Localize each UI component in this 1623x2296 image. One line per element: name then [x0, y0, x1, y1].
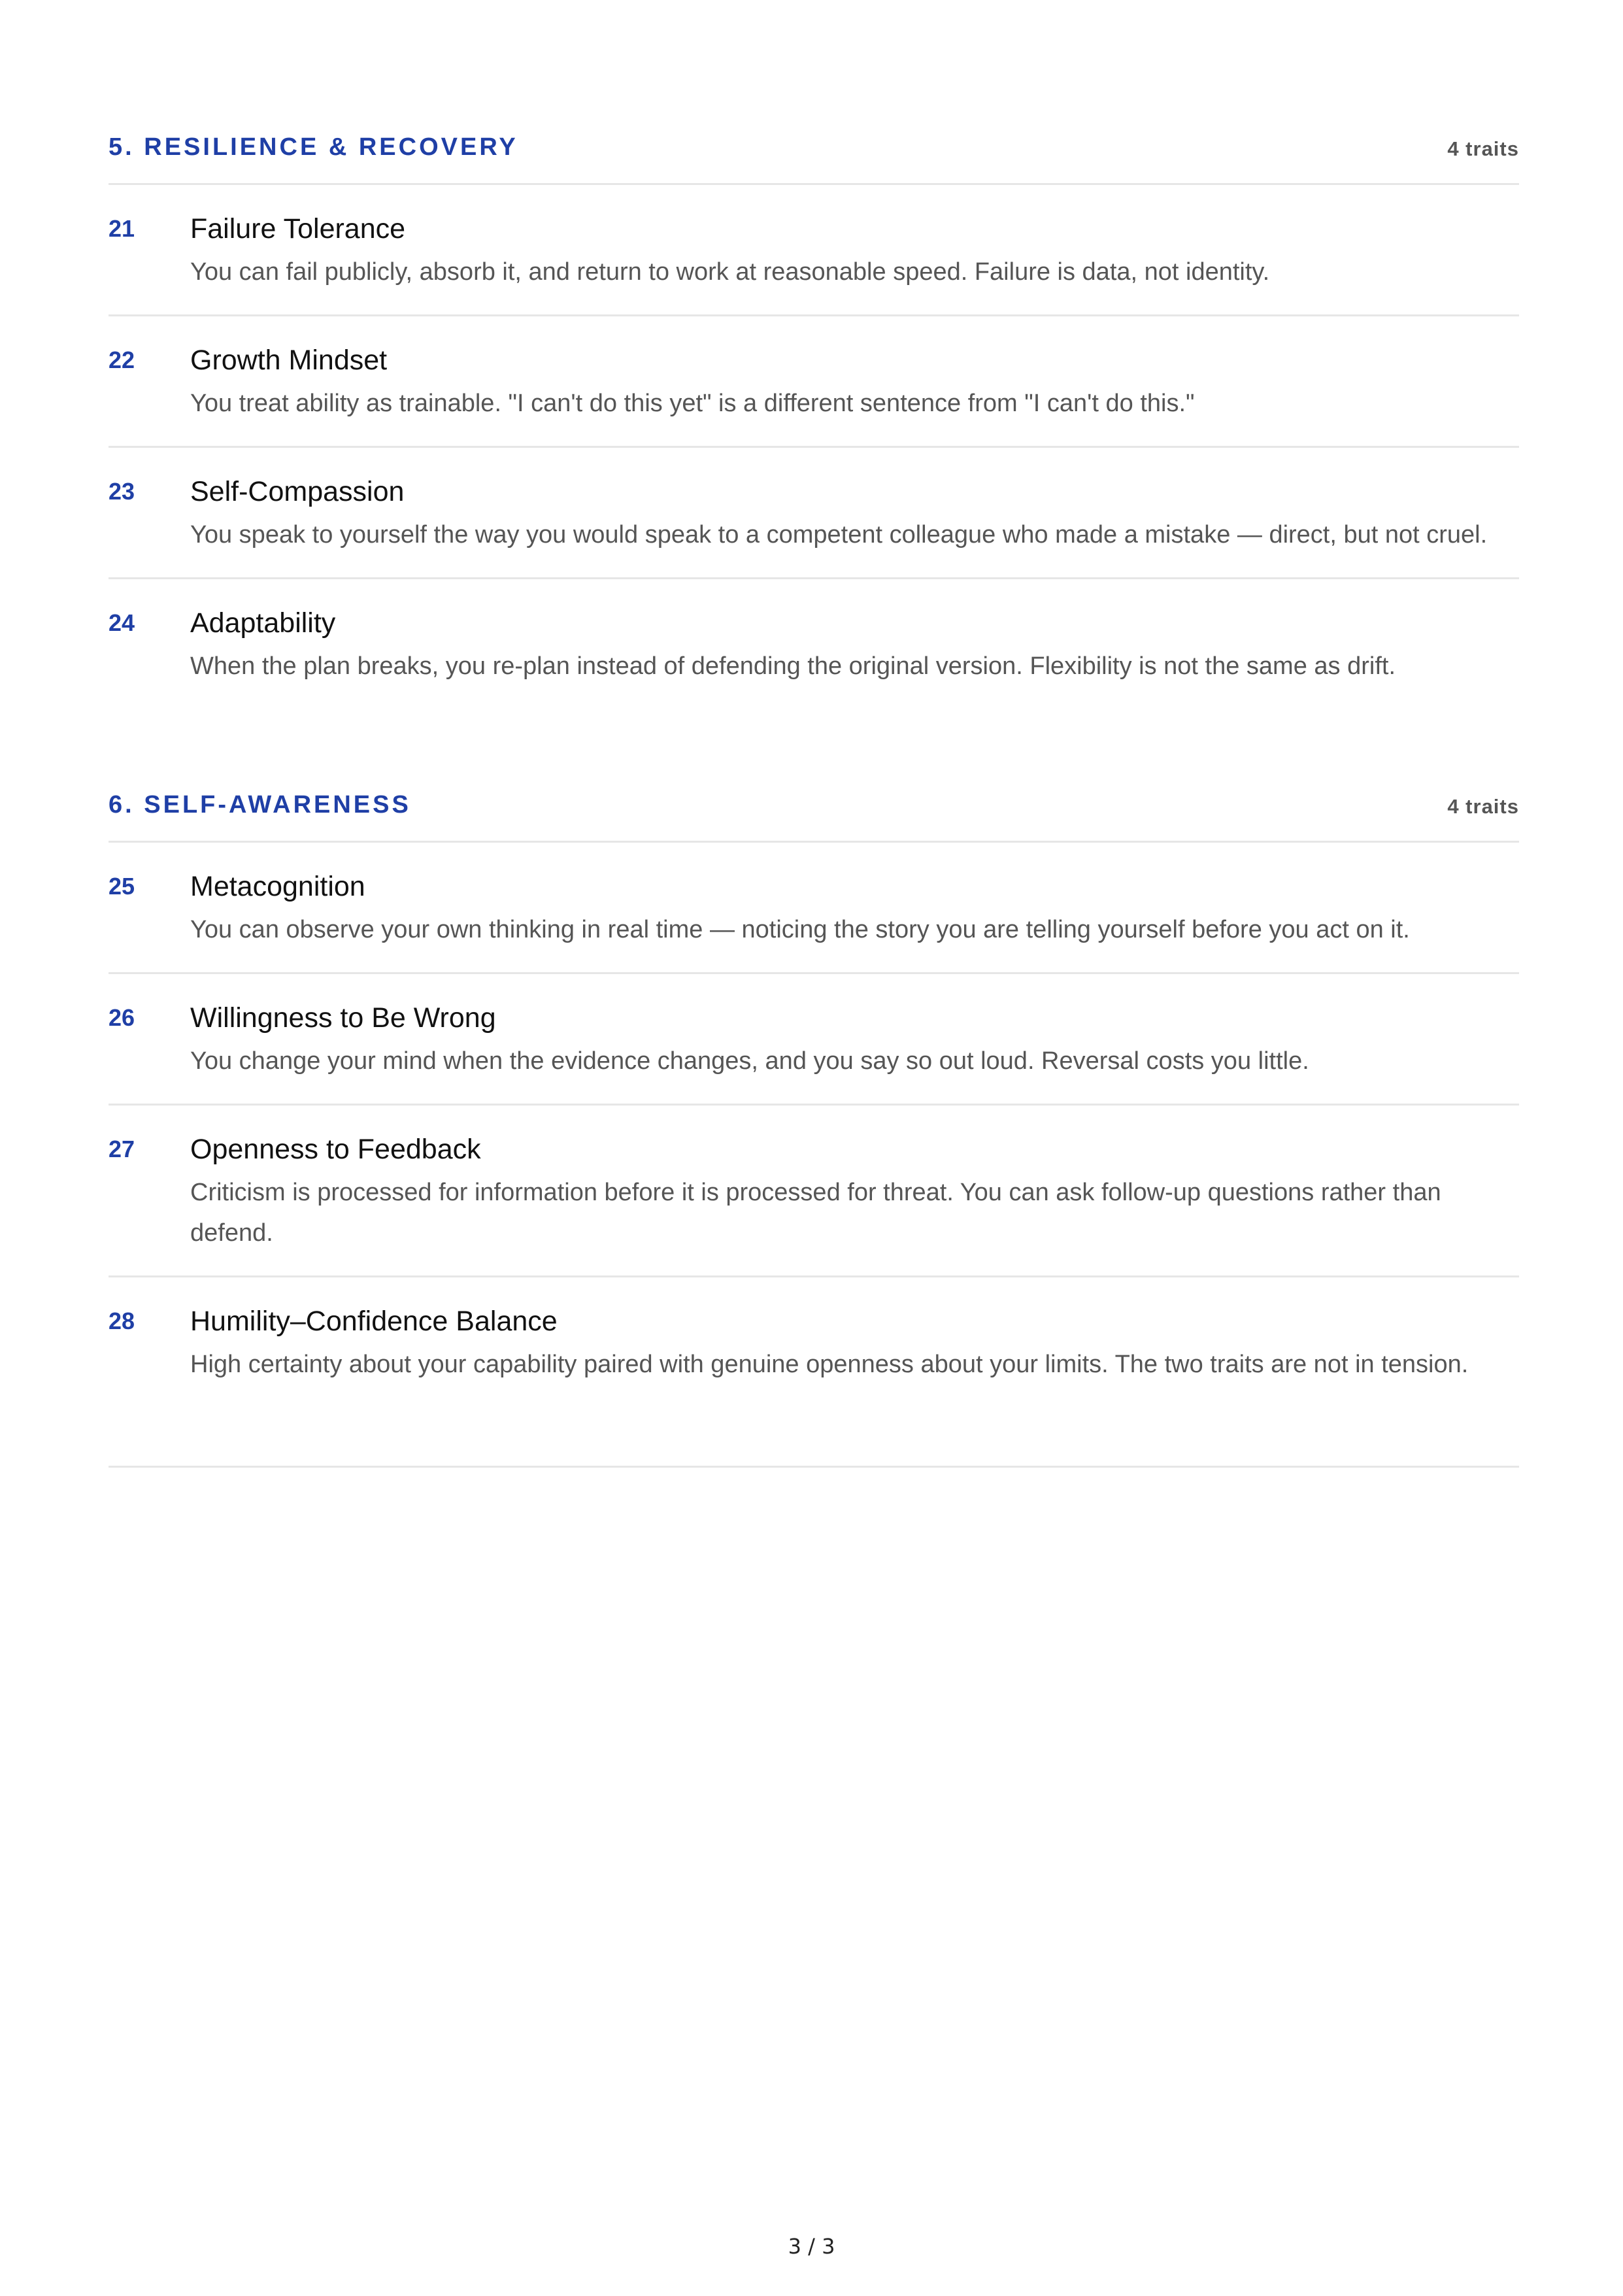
- section-resilience-recovery: [109, 128, 1519, 709]
- trait-item: [109, 974, 1519, 1106]
- trait-description: You treat ability as trainable. "I can't do this yet" is a different sentence from "I can't do this.": [190, 390, 1195, 417]
- trait-item: [109, 185, 1519, 316]
- closing-divider: [109, 1466, 1519, 1468]
- trait-number: 24: [109, 609, 135, 636]
- section-header: [109, 786, 1519, 843]
- trait-name: Failure Tolerance: [190, 213, 406, 245]
- trait-description: Criticism is processed for information before it is processed for threat. You can ask follow-up questions rather than defend.: [190, 1179, 1441, 1247]
- trait-description: When the plan breaks, you re-plan instead of defending the original version. Flexibility is not the same as drift.: [190, 652, 1396, 680]
- trait-item: [109, 1106, 1519, 1277]
- section-spacer: [109, 709, 1519, 786]
- trait-body: [190, 1130, 1519, 1253]
- trait-name: Growth Mindset: [190, 345, 388, 376]
- trait-description: You speak to yourself the way you would speak to a competent colleague who made a mistake — direct, but not cruel.: [190, 521, 1488, 549]
- trait-number: 25: [109, 873, 135, 900]
- trait-description: You can observe your own thinking in real time — noticing the story you are telling yourself before you act on it.: [190, 916, 1410, 943]
- trait-item: [109, 843, 1519, 974]
- trait-description: High certainty about your capability paired with genuine openness about your limits. The two traits are not in tension.: [190, 1351, 1469, 1378]
- section-title: 5. RESILIENCE & RECOVERY: [109, 133, 518, 161]
- section-header: [109, 128, 1519, 185]
- trait-number: 26: [109, 1004, 135, 1031]
- page-content: [109, 128, 1519, 1468]
- trait-number: 23: [109, 478, 135, 505]
- trait-number: 21: [109, 215, 135, 242]
- trait-name: Metacognition: [190, 871, 365, 902]
- trait-name: Willingness to Be Wrong: [190, 1002, 496, 1034]
- trait-name: Self-Compassion: [190, 476, 405, 507]
- trait-name: Openness to Feedback: [190, 1134, 481, 1165]
- trait-item: [109, 448, 1519, 579]
- trait-name: Adaptability: [190, 607, 336, 639]
- trait-number: 27: [109, 1136, 135, 1162]
- trait-body: [190, 341, 1519, 424]
- trait-number: 22: [109, 346, 135, 373]
- trait-body: [190, 604, 1519, 686]
- trait-name: Humility–Confidence Balance: [190, 1306, 558, 1337]
- trait-number: 28: [109, 1308, 135, 1334]
- trait-item: [109, 579, 1519, 709]
- trait-description: You can fail publicly, absorb it, and return to work at reasonable speed. Failure is data, not identity.: [190, 258, 1270, 286]
- trait-body: [190, 868, 1519, 950]
- trait-body: [190, 1302, 1519, 1385]
- trait-item: [109, 316, 1519, 448]
- section-title: 6. SELF-AWARENESS: [109, 791, 411, 819]
- trait-item: [109, 1277, 1519, 1407]
- trait-description: You change your mind when the evidence changes, and you say so out loud. Reversal costs you little.: [190, 1047, 1309, 1075]
- section-self-awareness: [109, 786, 1519, 1407]
- trait-body: [190, 473, 1519, 555]
- section-trait-count: 4 traits: [1447, 137, 1519, 160]
- section-trait-count: 4 traits: [1447, 795, 1519, 818]
- trait-body: [190, 999, 1519, 1081]
- page-number: 3 / 3: [788, 2234, 835, 2259]
- trait-body: [190, 210, 1519, 292]
